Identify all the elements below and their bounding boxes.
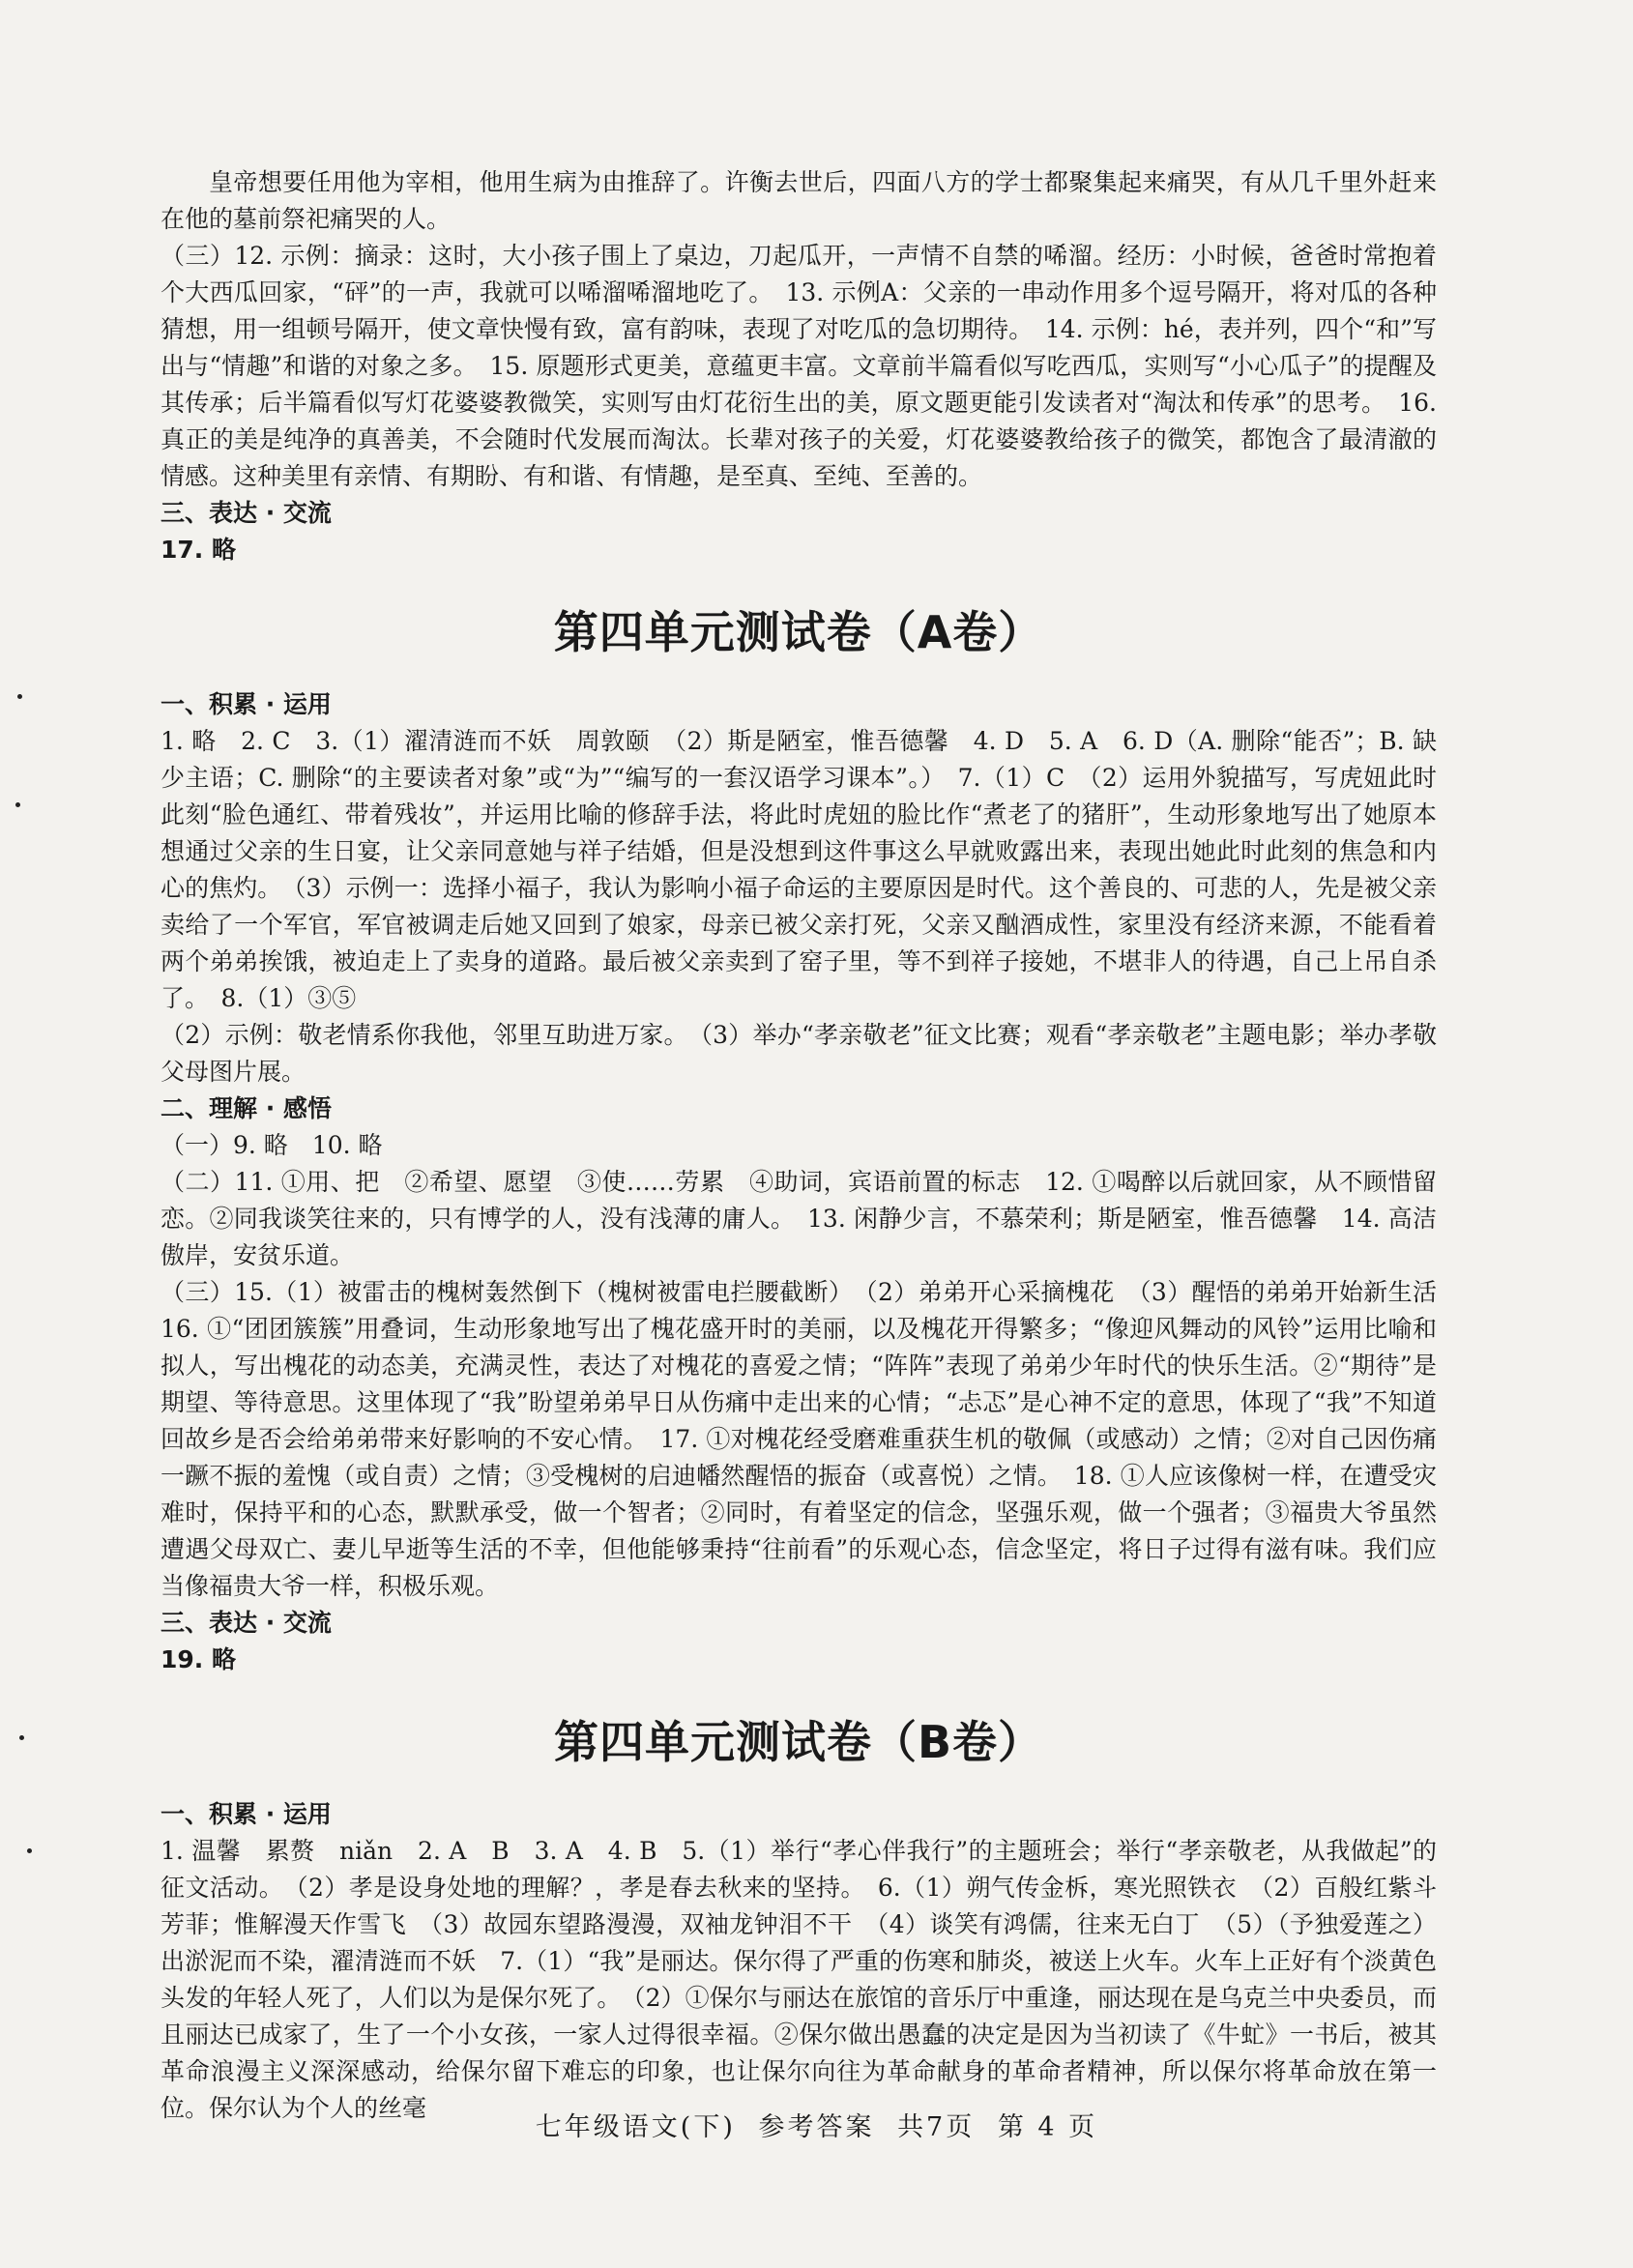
answer-page (160, 164, 1462, 2127)
paragraph: （2）示例：敬老情系你我他，邻里互助进万家。 （3）举办“孝亲敬老”征文比赛；观看“孝亲敬老”主题电影；举办孝敬父母图片展。 (160, 1021, 1437, 1086)
footer-page: 第 4 页 (997, 2112, 1098, 2142)
paragraph: （一）9. 略 10. 略 (160, 1131, 383, 1159)
question-answer: 17. 略 (160, 536, 236, 564)
paragraph: （二）11. ①用、把 ②希望、愿望 ③使……劳累 ④助词，宾语前置的标志 12. ①喝醉以后就回家，从不顾惜留恋。②同我谈笑往来的，只有博学的人，没有浅薄的庸人。 13. 闲静少言，不慕荣利；斯是陋室，惟吾德馨 14. 高洁傲岸，安贫乐道。 (160, 1168, 1437, 1269)
margin-dot (17, 694, 22, 699)
section-heading: 一、积累 · 运用 (160, 690, 332, 718)
paragraph: 1. 温馨 累赘 niǎn 2. A B 3. A 4. B 5.（1）举行“孝心伴我行”的主题班会；举行“孝亲敬老，从我做起”的征文活动。 （2）孝是设身处地的理解？，孝是春去秋来的坚持。 6.（1）朔气传金柝，寒光照铁衣 （2）百般红紫斗芳菲；惟解漫天作雪飞 （3）故园东望路漫漫，双袖龙钟泪不干 （4）谈笑有鸿儒，往来无白丁 （5）（予独爱莲之）出淤泥而不染，濯清涟而不妖 7.（1）“我”是丽达。保尔得了严重的伤寒和肺炎，被送上火车。火车上正好有个淡黄色头发的年轻人死了，人们以为是保尔死了。 （2）①保尔与丽达在旅馆的音乐厅中重逢，丽达现在是乌克兰中央委员，而且丽达已成家了，生了一个小女孩，一家人过得很幸福。②保尔做出愚蠢的决定是因为当初读了《牛虻》一书后，被其革命浪漫主义深深感动，给保尔留下难忘的印象，也让保尔向往为革命献身的革命者精神，所以保尔将革命放在第一位。保尔认为个人的丝毫 (160, 1837, 1437, 2122)
footer-book: 七年级语文(下) (535, 2112, 736, 2142)
paragraph: 1. 略 2. C 3.（1）濯清涟而不妖 周敦颐 （2）斯是陋室，惟吾德馨 4. D 5. A 6. D（A. 删除“能否”；B. 缺少主语；C. 删除“的主要读者对象”或“为”“编写的一套汉语学习课本”。） 7.（1）C （2）运用外貌描写，写虎妞此时此刻“脸色通红、带着残妆”，并运用比喻的修辞手法，将此时虎妞的脸比作“煮老了的猪肝”，生动形象地写出了她原本想通过父亲的生日宴，让父亲同意她与祥子结婚，但是没想到这件事这么早就败露出来，表现出她此时此刻的焦急和内心的焦灼。 （3）示例一：选择小福子，我认为影响小福子命运的主要原因是时代。这个善良的、可悲的人，先是被父亲卖给了一个军官，军官被调走后她又回到了娘家，母亲已被父亲打死，父亲又酗酒成性，家里没有经济来源，不能看着两个弟弟挨饿，被迫走上了卖身的道路。最后被父亲卖到了窑子里，等不到祥子接她，不堪非人的待遇，自己上吊自杀了。 8.（1）③⑤ (160, 727, 1437, 1012)
section-heading: 三、表达 · 交流 (160, 1609, 332, 1637)
margin-dot (19, 1735, 24, 1740)
test-title: 第四单元测试卷（A卷） (553, 606, 1044, 658)
question-answer: 19. 略 (160, 1645, 236, 1673)
paragraph: 皇帝想要任用他为宰相，他用生病为由推辞了。许衡去世后，四面八方的学士都聚集起来痛哭，有从几千里外赶来在他的墓前祭祀痛哭的人。 (160, 168, 1437, 233)
section-heading: 三、表达 · 交流 (160, 499, 332, 527)
paragraph: （三）12. 示例：摘录：这时，大小孩子围上了桌边，刀起瓜开，一声情不自禁的唏溜。经历：小时候，爸爸时常抱着个大西瓜回家，“砰”的一声，我就可以唏溜唏溜地吃了。 13. 示例A：父亲的一串动作用多个逗号隔开，将对瓜的各种猜想，用一组顿号隔开，使文章快慢有致，富有韵味，表现了对吃瓜的急切期待。 14. 示例：hé，表并列，四个“和”写出与“情趣”和谐的对象之多。 15. 原题形式更美，意蕴更丰富。文章前半篇看似写吃西瓜，实则写“小心瓜子”的提醒及其传承；后半篇看似写灯花婆婆教微笑，实则写由灯花衍生出的美，原文题更能引发读者对“淘汰和传承”的思考。 16. 真正的美是纯净的真善美，不会随时代发展而淘汰。长辈对孩子的关爱，灯花婆婆教给孩子的微笑，都饱含了最清澈的情感。这种美里有亲情、有期盼、有和谐、有情趣，是至真、至纯、至善的。 (160, 242, 1437, 490)
margin-dot (15, 802, 20, 807)
page-footer (0, 2106, 1633, 2143)
footer-total: 共7页 (897, 2112, 976, 2142)
section-heading: 二、理解 · 感悟 (160, 1094, 332, 1122)
section-heading: 一、积累 · 运用 (160, 1800, 332, 1828)
test-title: 第四单元测试卷（B卷） (553, 1716, 1044, 1768)
margin-dot (27, 1848, 32, 1853)
paragraph: （三）15.（1）被雷击的槐树轰然倒下（槐树被雷电拦腰截断） （2）弟弟开心采摘槐花 （3）醒悟的弟弟开始新生活 16. ①“团团簇簇”用叠词，生动形象地写出了槐花盛开时的美丽，以及槐花开得繁多；“像迎风舞动的风铃”运用比喻和拟人，写出槐花的动态美，充满灵性，表达了对槐花的喜爱之情；“阵阵”表现了弟弟少年时代的快乐生活。②“期待”是期望、等待意思。这里体现了“我”盼望弟弟早日从伤痛中走出来的心情；“忐忑”是心神不定的意思，体现了“我”不知道回故乡是否会给弟弟带来好影响的不安心情。 17. ①对槐花经受磨难重获生机的敬佩（或感动）之情；②对自己因伤痛一蹶不振的羞愧（或自责）之情；③受槐树的启迪幡然醒悟的振奋（或喜悦）之情。 18. ①人应该像树一样，在遭受灾难时，保持平和的心态，默默承受，做一个智者；②同时，有着坚定的信念，坚强乐观，做一个强者；③福贵大爷虽然遭遇父母双亡、妻儿早逝等生活的不幸，但他能够秉持“往前看”的乐观心态，信念坚定，将日子过得有滋有味。我们应当像福贵大爷一样，积极乐观。 (160, 1278, 1462, 1600)
footer-label: 参考答案 (758, 2112, 875, 2142)
